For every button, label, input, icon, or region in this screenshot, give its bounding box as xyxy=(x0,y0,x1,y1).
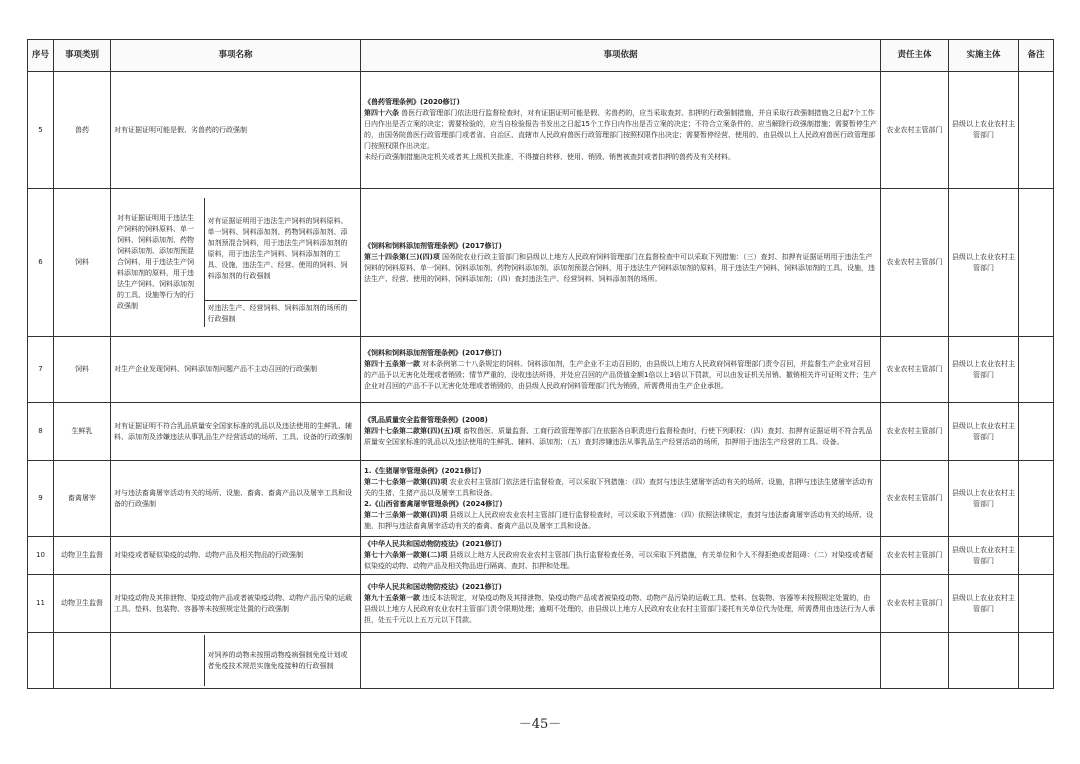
table-header-row xyxy=(28,40,1054,72)
row-category: 动物卫生监督 xyxy=(54,575,111,633)
row-responsible xyxy=(881,633,949,689)
row-basis xyxy=(361,337,881,403)
row-name-split xyxy=(111,633,361,689)
row-category: 动物卫生监督 xyxy=(54,537,111,575)
row-name: 对生产企业发现饲料、饲料添加剂问题产品不主动召回的行政强制 xyxy=(111,337,361,403)
basis-paragraph xyxy=(364,550,877,572)
row-responsible: 农业农村主管部门 xyxy=(881,461,949,537)
basis-text: 畜牧兽医、质量监督、工商行政管理等部门在依据各自职责进行监督检查时，行使下列职权：（四）查封、扣押有证据证明不符合乳品质量安全国家标准的乳品以及违法使用的生鲜乳、辅料、添加剂；（五）查封涉嫌违法从事乳品生产经营活动的场所，扣押用于违法生产经营的工具、设备。 xyxy=(364,427,873,446)
row-remarks xyxy=(1019,189,1054,337)
basis-paragraph xyxy=(364,108,877,152)
row-name: 对有证据证明用于违法生产饲料的饲料原料、单一饲料、饲料添加剂、药物饲料添加剂、添加剂预混合饲料，用于违法生产饲料添加剂的原料，用于违法生产饲料、饲料添加剂的工具、设施等行为的行政强制 xyxy=(114,198,204,328)
basis-law: 1.《生猪屠宰管理条例》(2021修订) xyxy=(364,466,482,475)
row-basis xyxy=(361,189,881,337)
name-subtable xyxy=(114,635,357,686)
table-row xyxy=(28,575,1054,633)
name-subtable xyxy=(114,198,357,328)
basis-text: 对本条例第二十八条规定的饲料、饲料添加剂，生产企业不主动召回的，由县级以上地方人民政府饲料管理部门责令召回，并监督生产企业对召回的产品予以无害化处理或者销毁；情节严重的，没收违法所得，并处应召回的产品货值金额1倍以上3倍以下罚款，可以由发证机关吊销、撤销相关许可证明文件；生产企业对召回的产品不予以无害化处理或者销毁的，由县级人民政府饲料管理部门代为销毁，所需费用由生产企业承担。 xyxy=(364,359,877,390)
row-implementer: 县级以上农业农村主管部门 xyxy=(949,461,1019,537)
basis-paragraph xyxy=(364,477,877,499)
header-name: 事项名称 xyxy=(111,40,361,72)
row-remarks xyxy=(1019,537,1054,575)
basis-text: 兽医行政管理部门依法进行监督检查时，对有证据证明可能是假、劣兽药的，应当采取查封、扣押的行政强制措施，并自采取行政强制措施之日起7个工作日内作出是否立案的决定；需要检验的，应当自检验报告书发出之日起15个工作日内作出是否立案的决定；不符合立案条件的，应当解除行政强制措施；需要暂停生产的，由国务院兽医行政管理部门或者省、自治区、直辖市人民政府兽医行政管理部门按照权限作出决定；需要暂停经营、使用的，由县级以上人民政府兽医行政管理部门按照权限作出决定。 xyxy=(364,109,877,150)
row-name-split xyxy=(111,189,361,337)
row-name: 对有证据证明可能是假、劣兽药的行政强制 xyxy=(111,72,361,189)
basis-text: 农业农村主管部门依法进行监督检查，可以采取下列措施：（四）查封与违法生猪屠宰活动有关的场所、设施，扣押与违法生猪屠宰活动有关的生猪、生猪产品以及屠宰工具和设备。 xyxy=(364,477,874,497)
row-name: 对与违法畜禽屠宰活动有关的场所、设施、畜禽、畜禽产品以及屠宰工具和设备的行政强制 xyxy=(111,461,361,537)
table-row xyxy=(28,189,1054,337)
basis-paragraph xyxy=(364,252,877,285)
row-category: 生鲜乳 xyxy=(54,403,111,461)
row-category: 兽药 xyxy=(54,72,111,189)
row-category: 饲料 xyxy=(54,337,111,403)
row-responsible: 农业农村主管部门 xyxy=(881,403,949,461)
basis-article: 第三十四条第(三)(四)项 xyxy=(364,252,440,261)
row-remarks xyxy=(1019,403,1054,461)
row-remarks xyxy=(1019,633,1054,689)
basis-article: 第二十七条第一款第(四)项 xyxy=(364,477,448,486)
basis-law: 《兽药管理条例》(2020修订) xyxy=(364,98,460,106)
row-category: 饲料 xyxy=(54,189,111,337)
header-remarks: 备注 xyxy=(1019,40,1054,72)
basis-paragraph-2 xyxy=(364,510,877,532)
row-category: 畜禽屠宰 xyxy=(54,461,111,537)
basis-article-2: 第二十三条第一款第(四)项 xyxy=(364,510,448,519)
basis-law: 《乳品质量安全监督管理条例》(2008) xyxy=(364,416,488,424)
basis-text-2: 未经行政强制措施决定机关或者其上级机关批准，不得擅自转移、使用、销毁、销售被查封或者扣押的兽药及有关材料。 xyxy=(364,153,735,161)
basis-article: 第四十六条 xyxy=(364,109,399,117)
row-name xyxy=(114,635,204,686)
table-row xyxy=(28,461,1054,537)
table-row xyxy=(28,337,1054,403)
basis-text: 国务院农业行政主管部门和县级以上地方人民政府饲料管理部门在监督检查中可以采取下列措施：（三）查封、扣押有证据证明用于违法生产饲料的饲料原料、单一饲料、饲料添加剂、药物饲料添加剂、添加剂预混合饲料，用于违法生产饲料添加剂的原料，用于违法生产饲料、饲料添加剂的工具、设施，违法生产、经营、使用的饲料、饲料添加剂；（四）查封违法生产、经营饲料、饲料添加剂的场所。 xyxy=(364,252,875,283)
basis-article: 第九十五条第一款 xyxy=(364,593,420,602)
row-basis xyxy=(361,72,881,189)
row-implementer: 县级以上农业农村主管部门 xyxy=(949,72,1019,189)
row-implementer xyxy=(949,633,1019,689)
basis-paragraph xyxy=(364,359,877,392)
row-remarks xyxy=(1019,337,1054,403)
row-implementer: 县级以上农业农村主管部门 xyxy=(949,575,1019,633)
row-responsible: 农业农村主管部门 xyxy=(881,189,949,337)
row-remarks xyxy=(1019,72,1054,189)
table-row xyxy=(28,633,1054,689)
row-responsible: 农业农村主管部门 xyxy=(881,72,949,189)
header-no: 序号 xyxy=(28,40,54,72)
basis-law: 《饲料和饲料添加剂管理条例》(2017修订) xyxy=(364,241,502,250)
row-category xyxy=(54,633,111,689)
sub-item: 对饲养的动物未按照动物疫病强制免疫计划或者免疫技术规范实施免疫接种的行政强制 xyxy=(207,650,348,670)
row-name: 对染疫动物及其排泄物、染疫动物产品或者被染疫动物、动物产品污染的运载工具、垫料、包装物、容器等未按照规定处置的行政强制 xyxy=(111,575,361,633)
page-number: －45－ xyxy=(518,717,562,732)
basis-text: 县级以上地方人民政府农业农村主管部门执行监督检查任务，可以采取下列措施，有关单位和个人不得拒绝或者阻碍：（二）对染疫或者疑似染疫的动物、动物产品及相关物品进行隔离、查封、扣押和处理。 xyxy=(364,551,874,570)
row-basis xyxy=(361,461,881,537)
row-remarks xyxy=(1019,575,1054,633)
row-responsible: 农业农村主管部门 xyxy=(881,575,949,633)
basis-paragraph xyxy=(364,593,877,626)
basis-text: 违反本法规定，对染疫动物及其排泄物、染疫动物产品或者被染疫动物、动物产品污染的运载工具、垫料、包装物、容器等未按照规定处置的，由县级以上地方人民政府农业农村主管部门责令限期处理；逾期不处理的，由县级以上地方人民政府农业农村主管部门委托有关单位代为处理，所需费用由违法行为人承担，处五千元以上五万元以下罚款。 xyxy=(364,593,875,624)
row-remarks xyxy=(1019,461,1054,537)
row-implementer: 县级以上农业农村主管部门 xyxy=(949,189,1019,337)
administrative-coercion-table xyxy=(27,39,1054,689)
row-basis xyxy=(361,537,881,575)
row-basis xyxy=(361,403,881,461)
row-no xyxy=(28,633,54,689)
row-basis xyxy=(361,633,881,689)
row-responsible: 农业农村主管部门 xyxy=(881,337,949,403)
table-row xyxy=(28,537,1054,575)
row-no: 6 xyxy=(28,189,54,337)
table-row xyxy=(28,72,1054,189)
row-name: 对有证据证明不符合乳品质量安全国家标准的乳品以及违法使用的生鲜乳、辅料、添加剂及涉嫌违法从事乳品生产经营活动的场所、工具、设备的行政强制 xyxy=(111,403,361,461)
basis-article: 第七十六条第一款第(二)项 xyxy=(364,551,448,559)
header-implementer: 实施主体 xyxy=(949,40,1019,72)
header-category: 事项类别 xyxy=(54,40,111,72)
row-basis xyxy=(361,575,881,633)
header-responsible: 责任主体 xyxy=(881,40,949,72)
row-implementer: 县级以上农业农村主管部门 xyxy=(949,403,1019,461)
basis-law: 《中华人民共和国动物防疫法》(2021修订) xyxy=(364,540,502,548)
basis-law: 《饲料和饲料添加剂管理条例》(2017修订) xyxy=(364,348,502,357)
row-name: 对染疫或者疑似染疫的动物、动物产品及相关物品的行政强制 xyxy=(111,537,361,575)
basis-paragraph xyxy=(364,426,877,448)
table-row xyxy=(28,403,1054,461)
row-implementer: 县级以上农业农村主管部门 xyxy=(949,337,1019,403)
basis-law: 《中华人民共和国动物防疫法》(2021修订) xyxy=(364,582,502,591)
row-implementer: 县级以上农业农村主管部门 xyxy=(949,537,1019,575)
row-no: 11 xyxy=(28,575,54,633)
basis-law-2: 2.《山西省畜禽屠宰管理条例》(2024修订) xyxy=(364,499,503,508)
header-basis: 事项依据 xyxy=(361,40,881,72)
row-no: 8 xyxy=(28,403,54,461)
row-no: 5 xyxy=(28,72,54,189)
row-no: 10 xyxy=(28,537,54,575)
sub-item: 对违法生产、经营饲料、饲料添加剂的场所的行政强制 xyxy=(204,301,357,328)
sub-item: 对有证据证明用于违法生产饲料的饲料原料、单一饲料、饲料添加剂、药物饲料添加剂、添加剂预混合饲料，用于违法生产饲料添加剂的原料，用于违法生产饲料、饲料添加剂的工具、设施，违法生产、经营、使用的饲料、饲料添加剂的行政强制 xyxy=(207,217,348,280)
row-no: 7 xyxy=(28,337,54,403)
row-responsible: 农业农村主管部门 xyxy=(881,537,949,575)
basis-article: 第四十七条第二款第(四)(五)项 xyxy=(364,427,461,435)
basis-article: 第四十五条第一款 xyxy=(364,359,420,368)
basis-text-2: 县级以上人民政府农业农村主管部门进行监督检查时，可以采取下列措施：（四）依照法律规定，查封与违法畜禽屠宰活动有关的场所、设施，扣押与违法畜禽屠宰活动有关的畜禽、畜禽产品以及屠宰工具和设备。 xyxy=(364,510,874,530)
row-no: 9 xyxy=(28,461,54,537)
